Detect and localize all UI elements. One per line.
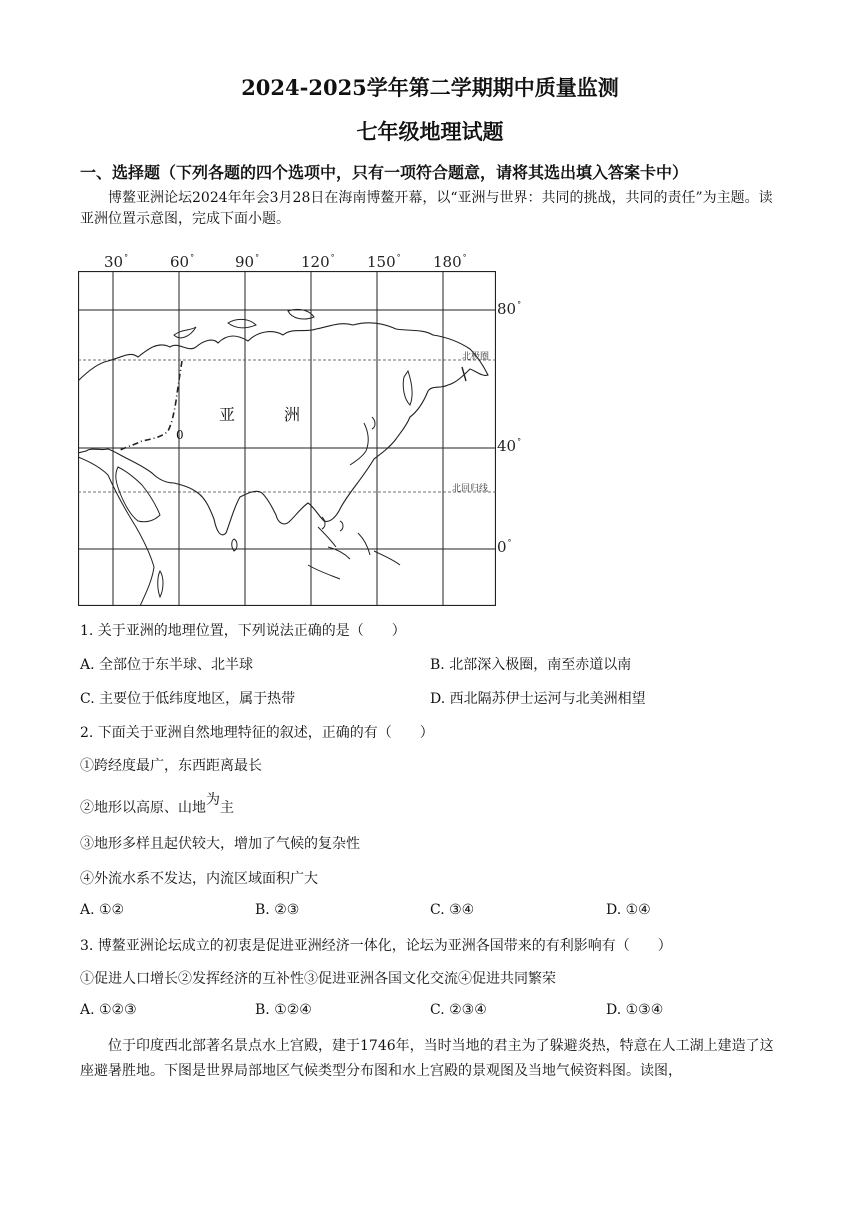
arctic-circle-label: 北极圈 [462,352,490,362]
map-frame [79,272,496,606]
q3-option-a[interactable]: A. ①②③ [80,1002,137,1018]
madagascar [158,571,163,597]
intro-paragraph: 博鳌亚洲论坛2024年年会3月28日在海南博鳌开幕，以“亚洲与世界：共同的挑战，共同的责任”为主题。读亚洲位置示意图，完成下面小题。 [80,190,773,227]
q3-option-c[interactable]: C. ②③④ [430,1002,487,1018]
exam-title: 2024-2025学年第二学期期中质量监测 [241,75,619,100]
q3-option-d[interactable]: D. ①③④ [606,1002,664,1018]
q1-option-c[interactable]: C. 主要位于低纬度地区，属于热带 [80,691,296,707]
exam-subtitle: 七年级地理试题 [356,119,504,144]
lon-label-30: 30° [104,253,129,271]
tropic-of-cancer-label: 北回归线 [452,484,489,494]
southeast-asia-islands [308,517,400,579]
question-1-stem: 1. 关于亚洲的地理位置，下列说法正确的是（ ） [80,623,406,639]
arabian-peninsula [116,467,160,522]
map-zero-mark: 0 [176,428,184,442]
lat-label-0: 0° [497,538,512,556]
passage-2: 位于印度西北部著名景点水上宫殿，建于1746年，当时当地的君主为了躲避炎热，特意在人工湖上建造了这座避暑胜地。下图是世界局部地区气候类型分布图和水上宫殿的景观图及当地气候资料图。读图， [80,1038,774,1079]
q2-option-d[interactable]: D. ①④ [606,902,651,918]
q1-option-a[interactable]: A. 全部位于东半球、北半球 [80,657,254,673]
section-heading: 一、选择题（下列各题的四个选项中，只有一项符合题意，请将其选出填入答案卡中） [80,163,689,182]
map-label-asia-1: 亚 [219,405,236,424]
lat-label-80: 80° [497,300,522,318]
q2-statement-1: ①跨经度最广，东西距离最长 [80,758,262,774]
japan-islands [350,417,375,465]
asia-europe-boundary [118,361,182,451]
question-3-stem: 3. 博鳌亚洲论坛成立的初衷是促进亚洲经济一体化，论坛为亚洲各国带来的有利影响有（ ） [80,938,672,954]
arctic-islands [174,309,314,337]
lon-label-120: 120° [301,253,335,271]
meridian-lines [113,271,443,606]
q2-statement-4: ④外流水系不发达，内流区域面积广大 [80,871,318,887]
q2-option-b[interactable]: B. ②③ [255,902,300,918]
parallel-lines [78,310,496,549]
lat-label-40: 40° [497,437,522,455]
q2-option-c[interactable]: C. ③④ [430,902,475,918]
lon-label-180: 180° [433,253,467,271]
lon-label-90: 90° [235,253,260,271]
q1-option-b[interactable]: B. 北部深入极圈，南至赤道以南 [430,657,632,673]
eurasia-coastline [78,323,488,535]
q3-option-b[interactable]: B. ①②④ [255,1002,312,1018]
kamchatka [403,371,412,405]
question-2-stem: 2. 下面关于亚洲自然地理特征的叙述，正确的有（ ） [80,725,434,741]
q3-statements: ①促进人口增长②发挥经济的互补性③促进亚洲各国文化交流④促进共同繁荣 [80,971,556,987]
map-label-asia-2: 洲 [284,405,301,424]
q2-statement-2: ②地形以高原、山地为主 [80,792,234,816]
lon-label-60: 60° [170,253,195,271]
asia-location-map [78,271,496,606]
q2-option-a[interactable]: A. ①② [80,902,125,918]
lon-label-150: 150° [367,253,401,271]
q1-option-d[interactable]: D. 西北隔苏伊士运河与北美洲相望 [430,691,646,707]
q2-statement-3: ③地形多样且起伏较大，增加了气候的复杂性 [80,836,360,852]
